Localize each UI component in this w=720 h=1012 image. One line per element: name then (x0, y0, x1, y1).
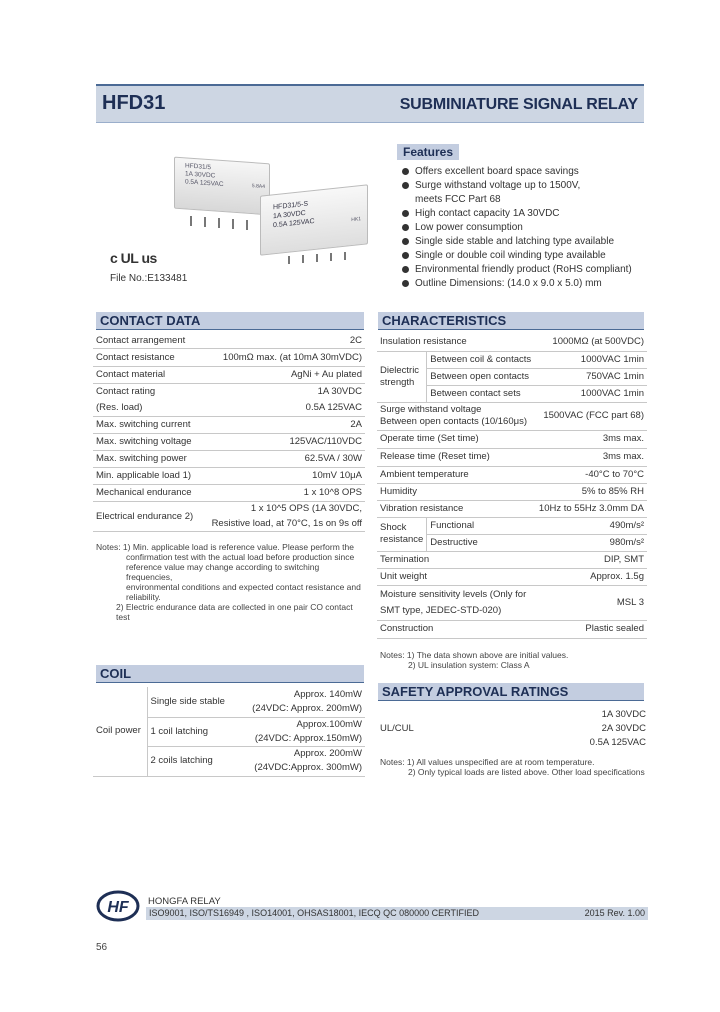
feature-item: Single side stable and latching type available (400, 235, 660, 249)
table-cell: 1 coil latching (147, 717, 237, 747)
table-row (93, 349, 365, 367)
table-cell: Plastic sealed (535, 620, 647, 638)
ul-cul-label: UL/CUL (380, 723, 414, 734)
table-cell: Shock resistance (377, 517, 427, 551)
relay1-line-1: HFD31/5 (185, 162, 212, 172)
certifications: ISO9001, ISO/TS16949 , ISO14001, OHSAS18001, IECQ QC 080000 CERTIFIED (149, 908, 480, 918)
table-cell: Approx. 1.5g (535, 568, 647, 585)
table-row (93, 417, 365, 434)
model-number: HFD31 (102, 92, 166, 114)
table-cell: Between coil & contacts (427, 351, 535, 368)
relay2-line-1: HFD31/5-S (273, 200, 309, 212)
table-row (377, 517, 647, 534)
table-cell: Approx. 140mW (293, 688, 362, 700)
table-row (93, 384, 365, 400)
relay-photo-1 (174, 157, 270, 216)
table-cell: 490m/s² (535, 517, 647, 534)
table-row (93, 451, 365, 468)
safety-ratings-heading: SAFETY APPROVAL RATINGS (378, 683, 644, 701)
table-cell: 1 x 10^8 OPS (201, 485, 365, 502)
table-cell: 100mΩ max. (at 10mA 30mVDC) (201, 349, 365, 367)
table-cell: 1000VAC 1min (535, 385, 647, 402)
table-cell: Contact arrangement (93, 334, 201, 349)
table-row (377, 448, 647, 466)
table-cell: (24VDC:Approx. 300mW) (237, 761, 365, 776)
coil-table (93, 687, 365, 777)
relay1-line-2: 1A 30VDC (185, 170, 216, 180)
company-name: HONGFA RELAY (148, 896, 221, 907)
table-row (377, 402, 647, 430)
relay2-line-4: HK1 (351, 216, 361, 224)
table-row (377, 351, 647, 368)
table-cell: Max. switching power (93, 451, 201, 468)
table-row (93, 367, 365, 384)
table-row (377, 466, 647, 483)
feature-item: Offers excellent board space savings (400, 165, 660, 179)
footer-cert-band (146, 907, 648, 920)
header-band (96, 84, 644, 123)
relay-photo-2 (260, 184, 368, 255)
table-cell: Electrical endurance 2) (93, 502, 201, 532)
table-cell: Dielectric strength (377, 351, 427, 402)
table-row (377, 483, 647, 500)
feature-item: Environmental friendly product (RoHS compliant) (400, 263, 660, 277)
table-cell: 5% to 85% RH (535, 483, 647, 500)
table-row (93, 687, 365, 702)
ul-cert-logo: c UL us (110, 250, 157, 266)
table-cell: 2A (201, 417, 365, 434)
table-cell: 1 x 10^5 OPS (1A 30VDC, (250, 503, 362, 515)
contact-data-table (93, 334, 365, 532)
table-cell: Approx. 200mW (293, 748, 362, 759)
characteristics-table (377, 334, 647, 639)
table-cell: 1000VAC 1min (535, 351, 647, 368)
table-cell: 0.5A 125VAC (201, 400, 365, 417)
table-cell: Unit weight (377, 568, 535, 585)
table-cell: Approx.100mW (296, 718, 362, 730)
safety-value: 2A 30VDC (601, 723, 646, 734)
table-row (93, 468, 365, 485)
table-cell: Contact material (93, 367, 201, 384)
table-cell: Contact rating (96, 385, 156, 397)
table-cell: Destructive (427, 534, 535, 551)
revision: 2015 Rev. 1.00 (584, 908, 645, 918)
table-cell: 1000MΩ (at 500VDC) (535, 334, 647, 351)
table-row (93, 434, 365, 451)
table-row (377, 620, 647, 638)
table-row (93, 400, 365, 417)
features-list (400, 165, 660, 291)
table-cell: 2 coils latching (147, 747, 237, 777)
feature-item: High contact capacity 1A 30VDC (400, 207, 660, 221)
table-row (93, 502, 365, 517)
table-cell: Vibration resistance (377, 500, 535, 517)
table-cell: Contact resistance (93, 349, 201, 367)
page-number: 56 (96, 942, 108, 953)
table-cell: 10mV 10μA (201, 468, 365, 485)
relay2-line-3: 0.5A 125VAC (273, 217, 315, 230)
relay1-line-4: 5.8A4 (251, 183, 265, 191)
coil-heading: COIL (96, 665, 364, 683)
table-cell: 750VAC 1min (535, 368, 647, 385)
table-cell: 10Hz to 55Hz 3.0mm DA (535, 500, 647, 517)
table-cell: 980m/s² (535, 534, 647, 551)
table-cell: Coil power (93, 687, 147, 776)
table-cell: Surge withstand voltage Between open contacts (10/160μs) (377, 402, 535, 430)
table-cell: Humidity (377, 483, 535, 500)
characteristics-heading: CHARACTERISTICS (378, 312, 644, 330)
feature-item: Single or double coil winding type available (400, 249, 660, 263)
table-cell: DIP, SMT (535, 551, 647, 568)
table-cell: Max. switching voltage (93, 434, 201, 451)
table-cell: Max. switching current (93, 417, 201, 434)
table-row (377, 585, 647, 620)
table-row (93, 485, 365, 502)
feature-item: Outline Dimensions: (14.0 x 9.0 x 5.0) mm (400, 277, 660, 291)
table-cell: 1500VAC (FCC part 68) (535, 402, 647, 430)
characteristics-notes: Notes: 1) The data shown above are initial values. 2) UL insulation system: Class A (380, 650, 569, 670)
relay2-line-2: 1A 30VDC (273, 209, 306, 221)
table-cell: 62.5VA / 30W (201, 451, 365, 468)
feature-item: Low power consumption (400, 221, 660, 235)
table-cell: Resistive load, at 70°C, 1s on 9s off (201, 517, 365, 532)
table-cell: 1A 30VDC (317, 385, 362, 397)
table-cell: -40°C to 70°C (535, 466, 647, 483)
table-row (377, 568, 647, 585)
contact-data-heading: CONTACT DATA (96, 312, 364, 330)
table-cell: Functional (427, 517, 535, 534)
table-row (377, 334, 647, 351)
table-cell: 125VAC/110VDC (201, 434, 365, 451)
table-cell: Termination (377, 551, 535, 568)
feature-item-continuation: meets FCC Part 68 (415, 194, 501, 205)
table-cell: 3ms max. (535, 430, 647, 448)
table-cell: 2C (201, 334, 365, 349)
table-row (377, 430, 647, 448)
table-cell: (24VDC: Approx.150mW) (237, 732, 365, 747)
table-cell: 3ms max. (535, 448, 647, 466)
table-cell: Min. applicable load 1) (93, 468, 201, 485)
safety-value: 0.5A 125VAC (589, 737, 646, 748)
table-cell: Mechanical endurance (93, 485, 201, 502)
contact-notes: Notes: 1) Min. applicable load is reference value. Please perform the confirmation test with the actual load before production since reference value may change according to switching frequencies, environmental conditions and expected contact resistance and reliability. 2) Electric endurance data are collected in one pair CO contact test (96, 542, 361, 622)
table-row (377, 500, 647, 517)
table-cell: Single side stable (147, 687, 237, 717)
feature-item: Surge withstand voltage up to 1500V, (400, 179, 660, 193)
logo-text: HF (107, 899, 129, 916)
table-cell: MSL 3 (535, 585, 647, 620)
safety-value: 1A 30VDC (601, 709, 646, 720)
table-cell: Between open contacts (427, 368, 535, 385)
hongfa-logo (96, 890, 140, 922)
safety-notes: Notes: 1) All values unspecified are at room temperature. 2) Only typical loads are listed above. Other load specifications (380, 757, 645, 777)
table-cell: Ambient temperature (377, 466, 535, 483)
table-cell: (Res. load) (93, 400, 201, 417)
table-cell: Moisture sensitivity levels (Only for SMT type, JEDEC-STD-020) (377, 585, 535, 620)
table-cell: Between contact sets (427, 385, 535, 402)
table-cell: Insulation resistance (377, 334, 535, 351)
table-row (93, 334, 365, 349)
document-title: SUBMINIATURE SIGNAL RELAY (399, 96, 638, 113)
table-cell: AgNi + Au plated (201, 367, 365, 384)
table-cell: Release time (Reset time) (377, 448, 535, 466)
ul-file-number: File No.:E133481 (110, 273, 188, 284)
table-row (377, 551, 647, 568)
table-cell: Construction (377, 620, 535, 638)
relay1-line-3: 0.5A 125VAC (185, 178, 224, 189)
table-cell: Operate time (Set time) (377, 430, 535, 448)
product-image (160, 150, 370, 280)
features-heading: Features (397, 144, 459, 160)
table-cell: (24VDC: Approx. 200mW) (237, 702, 365, 717)
